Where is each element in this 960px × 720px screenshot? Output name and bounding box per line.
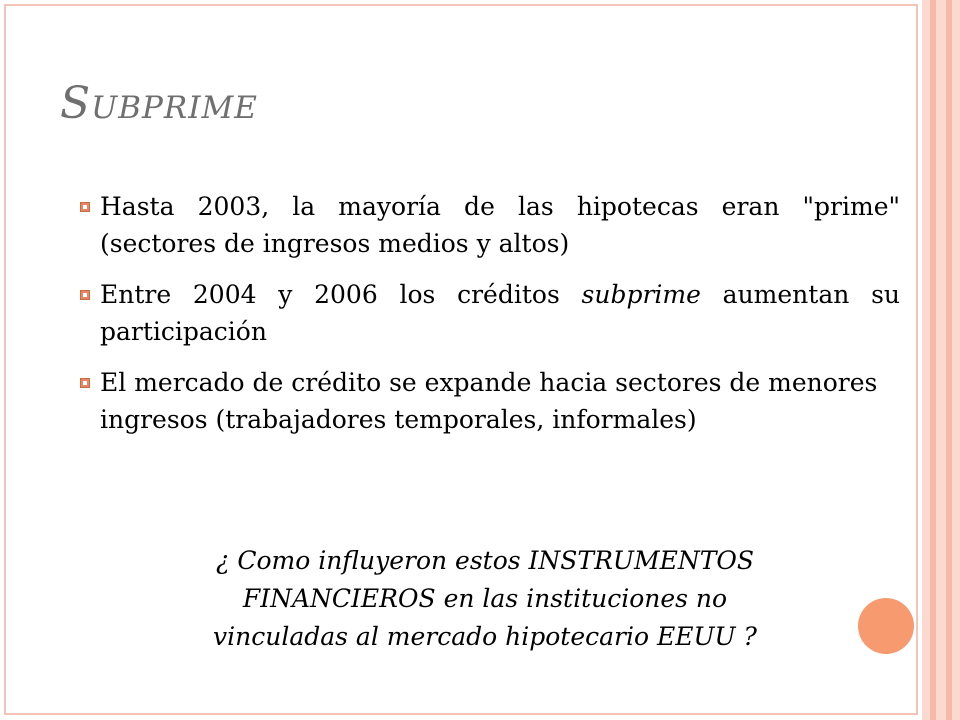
bullet-text: El mercado de crédito se expande hacia sectores de menores ingresos (trabajadores temporales, informales) bbox=[100, 368, 878, 434]
bullet-text-before: Entre 2004 y 2006 los créditos bbox=[100, 280, 582, 309]
slide-title: Subprime bbox=[60, 78, 258, 129]
bullet-item bbox=[78, 188, 900, 262]
question-line: vinculadas al mercado hipotecario EEUU ? bbox=[213, 622, 757, 651]
square-bullet-icon bbox=[80, 378, 90, 388]
stripe bbox=[952, 0, 960, 720]
bullet-text: Hasta 2003, la mayoría de las hipotecas eran "prime" (sectores de ingresos medios y altos) bbox=[100, 192, 900, 258]
stripe bbox=[936, 0, 946, 720]
stripe bbox=[922, 0, 930, 720]
accent-circle bbox=[858, 598, 914, 654]
question-line: FINANCIEROS en las instituciones no bbox=[242, 584, 728, 613]
bullet-text-italic: subprime bbox=[581, 280, 701, 309]
question-line: ¿ Como influyeron estos INSTRUMENTOS bbox=[215, 546, 755, 575]
bullet-item bbox=[78, 276, 900, 350]
square-bullet-icon bbox=[80, 202, 90, 212]
bullet-text-after: aumentan su participación bbox=[100, 280, 900, 346]
decorative-stripes bbox=[922, 0, 960, 720]
bullet-list bbox=[78, 188, 900, 452]
bullet-item bbox=[78, 364, 880, 438]
square-bullet-icon bbox=[80, 290, 90, 300]
closing-question bbox=[130, 542, 840, 656]
